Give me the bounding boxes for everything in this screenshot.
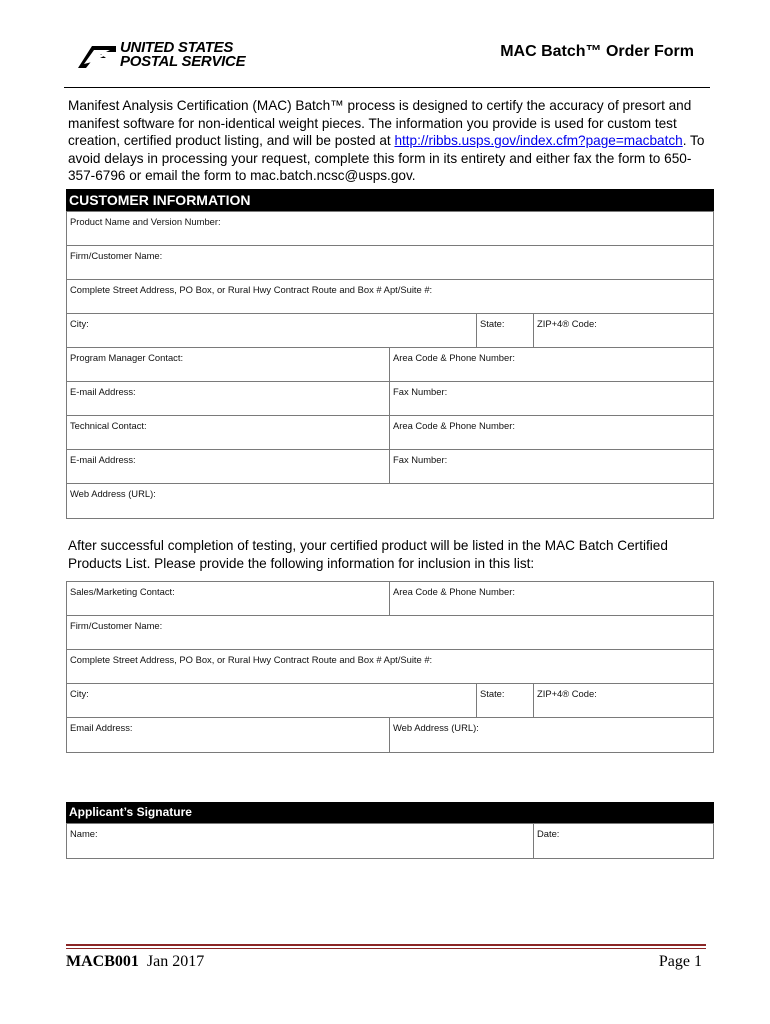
technical-fax-field[interactable]: Fax Number: (393, 454, 448, 465)
program-manager-email-field[interactable]: E-mail Address: (67, 382, 390, 415)
header-divider (64, 87, 710, 88)
table-row (67, 684, 713, 718)
footer-form-id (66, 953, 204, 971)
table-row (67, 582, 713, 616)
footer-divider (66, 944, 706, 946)
customer-info-table (66, 211, 714, 519)
listing-web-address-field[interactable]: Web Address (URL): (393, 722, 479, 733)
state-field[interactable]: State: (477, 314, 534, 347)
signature-header: Applicant’s Signature (66, 802, 714, 823)
table-row (67, 450, 713, 484)
table-row (67, 718, 713, 752)
signature-date-field[interactable]: Date: (537, 828, 560, 839)
program-manager-phone-field[interactable]: Area Code & Phone Number: (393, 352, 515, 363)
intro-text-end: . To avoid delays in processing your request, complete this form in its entirety and either fax the form to 650-357-6796 or email the form to mac.batch.ncsc@usps.gov. (68, 133, 705, 184)
eagle-icon (76, 42, 116, 72)
table-row (67, 314, 713, 348)
table-row (67, 280, 713, 314)
technical-contact-field[interactable]: Technical Contact: (67, 416, 390, 449)
signature-name-field[interactable]: Name: (67, 824, 534, 858)
table-row (67, 824, 713, 858)
listing-email-field[interactable]: Email Address: (67, 718, 390, 752)
listing-zip-field[interactable]: ZIP+4® Code: (537, 688, 597, 699)
table-row (67, 246, 713, 280)
listing-street-address-field[interactable]: Complete Street Address, PO Box, or Rural Hwy Contract Route and Box # Apt/Suite #: (70, 654, 433, 665)
logo-line2: POSTAL SERVICE (120, 53, 246, 70)
page-number: Page 1 (658, 953, 702, 970)
technical-email-field[interactable]: E-mail Address: (67, 450, 390, 483)
intro-text-start: Manifest Analysis Certification (MAC) Batch™ process is designed to certify the accuracy of presort and manifest software for non-identical weight pieces. The information you provide is used for custom test creation, certified product listing, and will be posted at (68, 98, 692, 149)
certified-list-table (66, 581, 714, 753)
listing-state-field[interactable]: State: (477, 684, 534, 717)
table-row (67, 382, 713, 416)
listing-firm-name-field[interactable]: Firm/Customer Name: (70, 620, 163, 631)
sales-phone-field[interactable]: Area Code & Phone Number: (393, 586, 515, 597)
program-manager-fax-field[interactable]: Fax Number: (393, 386, 448, 397)
form-date: Jan 2017 (146, 953, 205, 970)
street-address-field[interactable]: Complete Street Address, PO Box, or Rural Hwy Contract Route and Box # Apt/Suite #: (70, 284, 433, 295)
logo-line1: UNITED STATES (120, 39, 234, 56)
table-row (67, 212, 713, 246)
technical-phone-field[interactable]: Area Code & Phone Number: (393, 420, 515, 431)
footer-divider-thin (66, 948, 706, 949)
sales-contact-field[interactable]: Sales/Marketing Contact: (67, 582, 390, 615)
table-row (67, 616, 713, 650)
signature-table (66, 823, 714, 859)
table-row (67, 650, 713, 684)
firm-name-field[interactable]: Firm/Customer Name: (70, 250, 163, 261)
certified-list-note: After successful completion of testing, your certified product will be listed in the MAC Batch Certified Products List. Please provide the following information for inclusion in this list: (68, 538, 668, 571)
table-row (67, 416, 713, 450)
intro-paragraph (68, 97, 708, 185)
zip-field[interactable]: ZIP+4® Code: (537, 318, 597, 329)
table-row (67, 348, 713, 382)
macbatch-link[interactable]: http://ribbs.usps.gov/index.cfm?page=macbatch (394, 133, 683, 149)
product-name-field[interactable]: Product Name and Version Number: (70, 216, 221, 227)
web-address-field[interactable]: Web Address (URL): (70, 488, 156, 499)
table-row (67, 484, 713, 518)
usps-logo (76, 41, 246, 73)
program-manager-contact-field[interactable]: Program Manager Contact: (67, 348, 390, 381)
city-field[interactable]: City: (67, 314, 477, 347)
customer-info-header: CUSTOMER INFORMATION (66, 189, 714, 211)
listing-city-field[interactable]: City: (67, 684, 477, 717)
form-title: MAC Batch™ Order Form (500, 43, 694, 60)
form-code: MACB001 (66, 953, 139, 970)
